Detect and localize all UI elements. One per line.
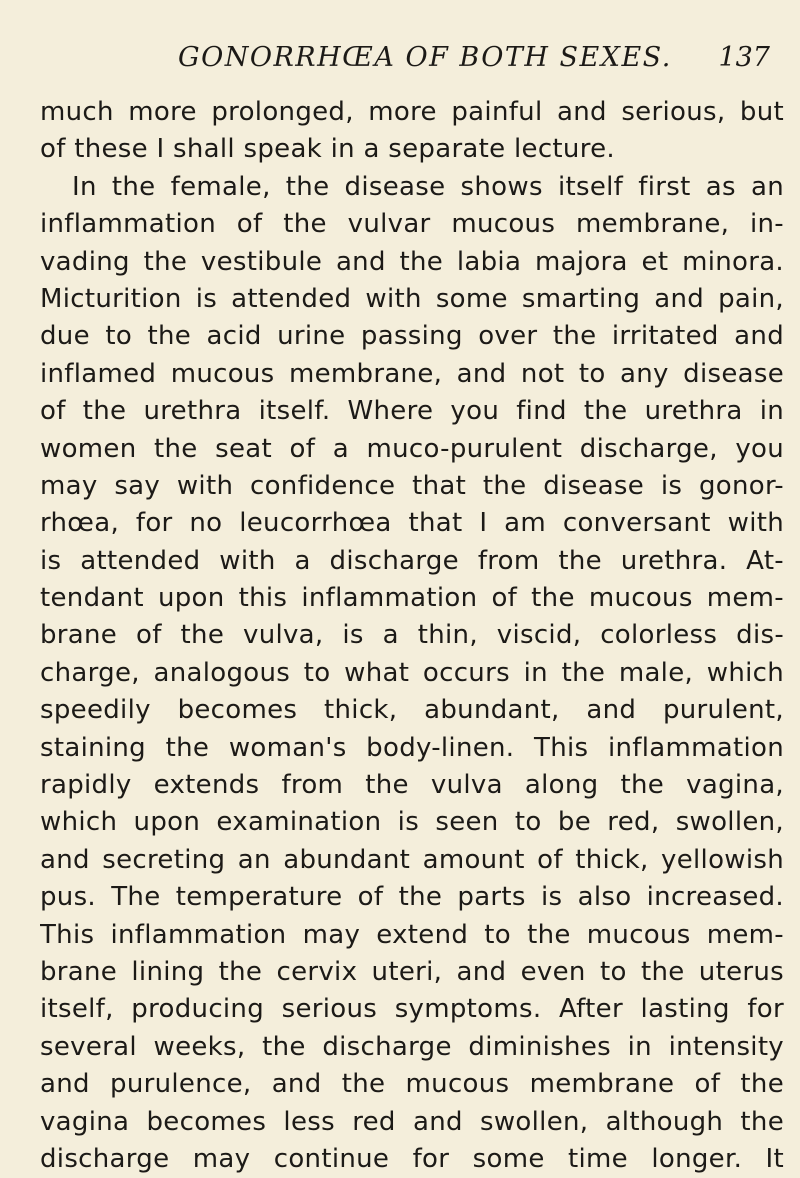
text-line: staining the woman's body-linen. This inflammation — [40, 732, 784, 763]
text-line: rhœa, for no leucorrhœa that I am conversant with — [40, 508, 784, 539]
text-line: vading the vestibule and the labia majora et minora. — [40, 246, 784, 277]
text-line: much more prolonged, more painful and serious, but — [40, 97, 784, 127]
text-line: brane of the vulva, is a thin, viscid, colorless dis- — [40, 620, 784, 651]
text-line: and secreting an abundant amount of thick, yellowish — [40, 844, 784, 875]
text-line: Micturition is attended with some smarting and pain, — [40, 283, 784, 314]
text-line: rapidly extends from the vulva along the vagina, — [40, 770, 784, 801]
body-text — [40, 94, 784, 1178]
text-line: and purulence, and the mucous membrane of the — [40, 1069, 784, 1100]
text-line: due to the acid urine passing over the irritated and — [40, 321, 784, 352]
text-line: In the female, the disease shows itself first as an — [72, 171, 784, 202]
text-line: of these I shall speak in a separate lecture. — [40, 134, 615, 165]
text-line: discharge may continue for some time longer. It — [40, 1143, 784, 1174]
text-line: This inflammation may extend to the mucous mem- — [40, 919, 784, 950]
text-line: of the urethra itself. Where you find the urethra in — [40, 396, 784, 427]
text-line: charge, analogous to what occurs in the male, which — [40, 657, 784, 688]
running-head — [40, 42, 784, 82]
text-line: itself, producing serious symptoms. After lasting for — [40, 994, 784, 1025]
text-line: brane lining the cervix uteri, and even to the uterus — [40, 956, 784, 987]
text-line: is attended with a discharge from the urethra. At- — [40, 545, 784, 576]
text-line: inflamed mucous membrane, and not to any disease — [40, 358, 784, 389]
text-line: inflammation of the vulvar mucous membrane, in- — [40, 209, 784, 240]
text-line: vagina becomes less red and swollen, although the — [40, 1106, 784, 1137]
text-line: which upon examination is seen to be red, swollen, — [40, 807, 784, 838]
text-line: speedily becomes thick, abundant, and purulent, — [40, 695, 784, 726]
running-head-title: GONORRHŒA OF BOTH SEXES. — [178, 42, 672, 73]
page-number: 137 — [718, 42, 770, 73]
text-line: may say with confidence that the disease is gonor- — [40, 470, 784, 501]
text-line: pus. The temperature of the parts is also increased. — [40, 882, 784, 913]
text-line: women the seat of a muco-purulent discharge, you — [40, 433, 784, 464]
text-line: tendant upon this inflammation of the mucous mem- — [40, 583, 784, 614]
text-line: several weeks, the discharge diminishes in intensity — [40, 1031, 784, 1062]
